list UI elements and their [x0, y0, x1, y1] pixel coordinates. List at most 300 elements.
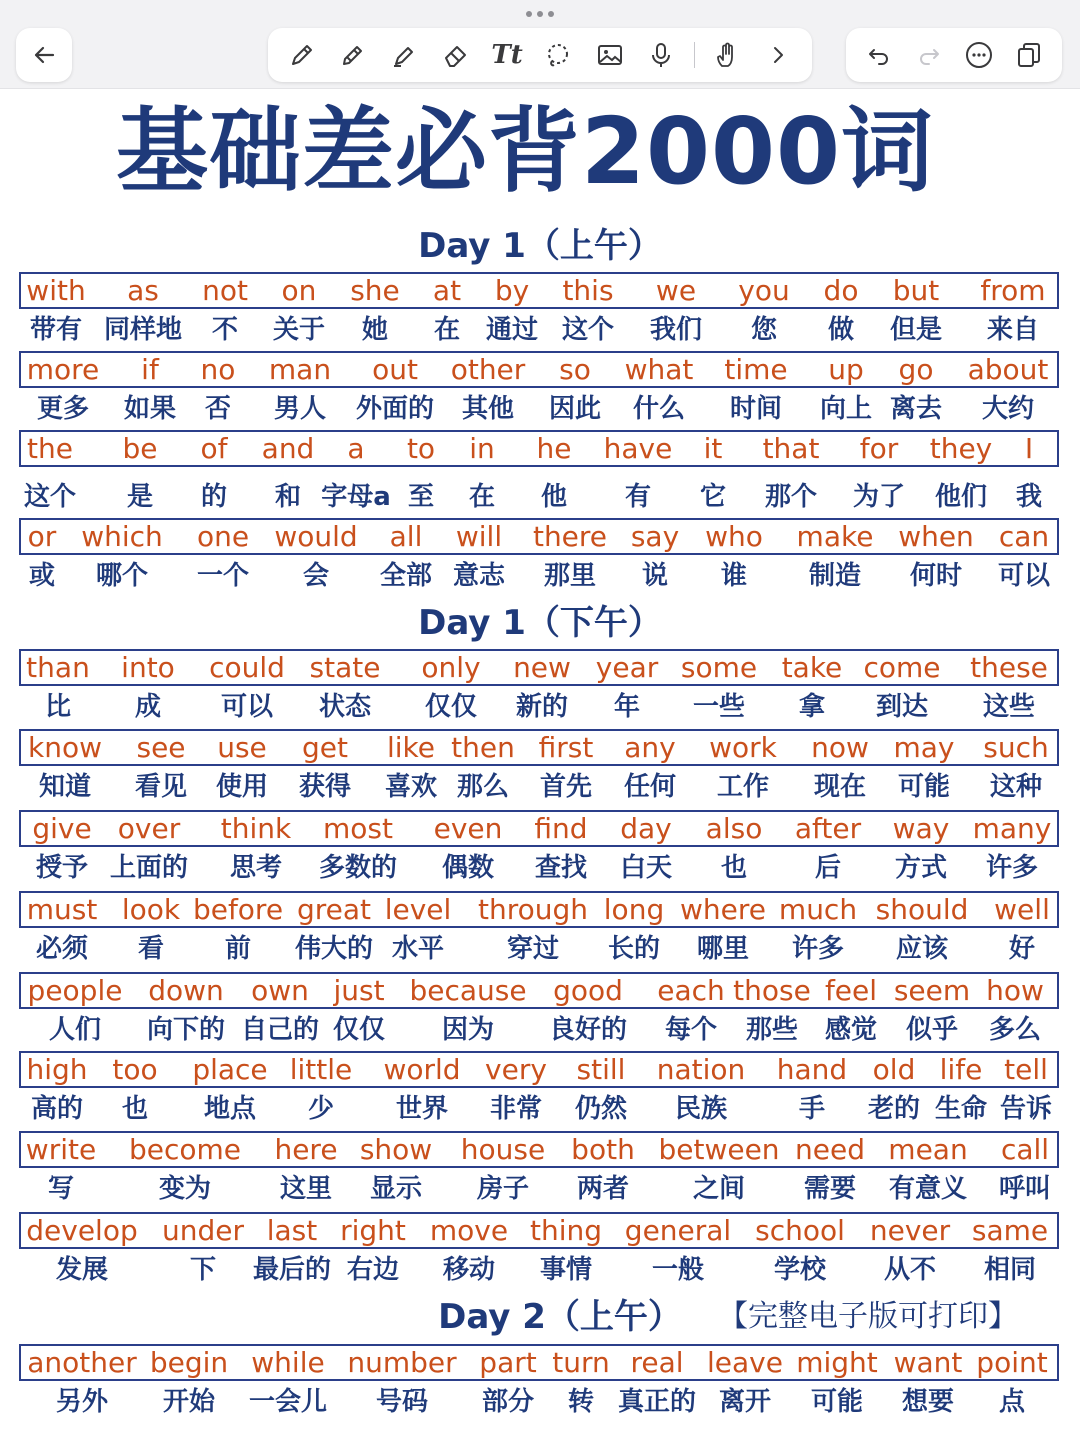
english-word: make [796, 520, 874, 553]
chinese-translation: 那里 [543, 561, 597, 591]
chinese-translation: 我 [1015, 482, 1043, 512]
text-tool-icon[interactable]: Tt [491, 40, 523, 70]
english-word: year [595, 651, 659, 684]
english-word: place [192, 1053, 268, 1086]
english-word: do [823, 274, 859, 307]
chinese-translation: 也 [720, 853, 748, 883]
chinese-translation: 水平 [391, 934, 445, 964]
english-word: any [624, 731, 676, 764]
heading-day1-am: Day 1（上午） [418, 226, 662, 266]
english-word: down [148, 974, 224, 1007]
english-word: a [347, 432, 365, 465]
chinese-translation: 应该 [895, 934, 949, 964]
english-row [0, 351, 1080, 389]
chinese-translation: 状态 [318, 692, 372, 722]
chinese-translation: 哪个 [95, 561, 149, 591]
heading-day2-am: Day 2（上午） [438, 1297, 682, 1337]
english-word: begin [149, 1346, 229, 1379]
english-word: come [863, 651, 941, 684]
drag-handle[interactable] [526, 11, 554, 19]
pen-icon[interactable] [283, 36, 321, 74]
english-word: more [26, 353, 100, 386]
english-word: because [409, 974, 527, 1007]
english-word: he [536, 432, 572, 465]
chinese-translation: 那些 [745, 1015, 799, 1045]
english-word: time [724, 353, 788, 386]
chinese-translation: 写 [47, 1174, 75, 1204]
chinese-translation: 这个 [561, 315, 615, 345]
english-word: should [875, 893, 969, 926]
chinese-translation: 需要 [803, 1174, 857, 1204]
chinese-translation: 我们 [649, 315, 703, 345]
english-word: high [26, 1053, 88, 1086]
chinese-translation: 带有 [29, 315, 83, 345]
chinese-translation: 在 [433, 315, 461, 345]
chinese-translation: 开始 [162, 1387, 216, 1417]
english-word: tell [1004, 1053, 1048, 1086]
chinese-translation: 想要 [901, 1387, 955, 1417]
chinese-translation: 仅仅 [332, 1015, 386, 1045]
english-word: can [998, 520, 1050, 553]
chinese-row [0, 768, 1080, 806]
english-word: feel [824, 974, 878, 1007]
chinese-translation: 什么 [632, 394, 686, 424]
english-word: most [323, 812, 393, 845]
english-word: still [576, 1053, 626, 1086]
english-word: show [359, 1133, 433, 1166]
english-word: not [202, 274, 248, 307]
chinese-row [0, 1090, 1080, 1128]
arrow-left-icon [25, 36, 63, 74]
english-word: like [386, 731, 436, 764]
chinese-translation: 看见 [134, 772, 188, 802]
english-row [0, 518, 1080, 556]
english-word: think [220, 812, 292, 845]
chinese-translation: 字母a [321, 482, 391, 512]
chinese-translation: 显示 [369, 1174, 423, 1204]
english-word: other [450, 353, 526, 386]
chinese-row [0, 557, 1080, 595]
english-row [0, 649, 1080, 687]
chevron-right-icon[interactable] [759, 36, 797, 74]
english-word: from [980, 274, 1046, 307]
chinese-translation: 事情 [539, 1255, 593, 1285]
chinese-row [0, 311, 1080, 349]
english-word: write [25, 1133, 97, 1166]
english-word: little [289, 1053, 353, 1086]
english-word: be [122, 432, 158, 465]
english-word: very [485, 1053, 547, 1086]
chinese-translation: 同样地 [103, 315, 183, 345]
english-word: so [559, 353, 591, 386]
chinese-translation: 制造 [808, 561, 862, 591]
chinese-translation: 良好的 [548, 1015, 628, 1045]
english-word: point [976, 1346, 1048, 1379]
chinese-translation: 上面的 [109, 853, 189, 883]
english-word: no [200, 353, 236, 386]
chinese-translation: 长的 [607, 934, 661, 964]
english-word: this [562, 274, 614, 307]
english-word: of [200, 432, 228, 465]
chinese-translation: 也 [121, 1094, 149, 1124]
chinese-translation: 这个 [23, 482, 77, 512]
microphone-icon[interactable] [642, 36, 680, 74]
chinese-translation: 似乎 [905, 1015, 959, 1045]
english-word: new [513, 651, 571, 684]
chinese-translation: 授予 [35, 853, 89, 883]
chinese-translation: 部分 [481, 1387, 535, 1417]
chinese-translation: 方式 [894, 853, 948, 883]
english-word: here [274, 1133, 338, 1166]
chinese-translation: 看 [137, 934, 165, 964]
chinese-translation: 仅仅 [424, 692, 478, 722]
chinese-translation: 移动 [442, 1255, 496, 1285]
chinese-translation: 地点 [203, 1094, 257, 1124]
english-word: leave [707, 1346, 783, 1379]
english-word: then [451, 731, 515, 764]
page-title: 基础差必背2000词 [115, 98, 935, 205]
english-row [0, 891, 1080, 929]
chinese-translation: 一会儿 [248, 1387, 328, 1417]
pencil-icon[interactable] [334, 36, 372, 74]
english-word: those [733, 974, 811, 1007]
english-word: move [429, 1214, 509, 1247]
english-word: turn [552, 1346, 610, 1379]
english-word: also [705, 812, 763, 845]
english-word: hand [776, 1053, 848, 1086]
chinese-row [0, 1011, 1080, 1049]
english-row [0, 729, 1080, 767]
chinese-translation: 何时 [909, 561, 963, 591]
chinese-translation: 她 [361, 315, 389, 345]
chinese-translation: 白天 [619, 853, 673, 883]
english-word: good [553, 974, 623, 1007]
chinese-translation: 为了 [852, 482, 906, 512]
chinese-translation: 谁 [720, 561, 748, 591]
english-word: into [121, 651, 175, 684]
english-word: want [893, 1346, 963, 1379]
back-button[interactable] [16, 28, 72, 82]
english-word: see [136, 731, 186, 764]
chinese-translation: 来自 [986, 315, 1040, 345]
chinese-translation: 仍然 [574, 1094, 628, 1124]
chinese-translation: 成 [134, 692, 162, 722]
chinese-translation: 民族 [674, 1094, 728, 1124]
chinese-translation: 可以 [997, 561, 1051, 591]
english-word: number [347, 1346, 457, 1379]
chinese-row [0, 1170, 1080, 1208]
english-word: give [32, 812, 92, 845]
chinese-translation: 和 [274, 482, 302, 512]
english-word: if [141, 353, 159, 386]
english-word: great [296, 893, 372, 926]
english-word: only [421, 651, 481, 684]
chinese-translation: 更多 [36, 394, 90, 424]
chinese-translation: 一般 [651, 1255, 705, 1285]
chinese-translation: 他 [540, 482, 568, 512]
english-row [0, 972, 1080, 1010]
english-word: than [26, 651, 90, 684]
chinese-translation: 变为 [158, 1174, 212, 1204]
english-word: even [433, 812, 503, 845]
english-word: first [538, 731, 594, 764]
english-word: much [778, 893, 858, 926]
english-word: might [796, 1346, 878, 1379]
chinese-translation: 必须 [35, 934, 89, 964]
english-word: over [117, 812, 181, 845]
chinese-translation: 首先 [539, 772, 593, 802]
english-word: world [383, 1053, 461, 1086]
chinese-translation: 多数的 [318, 853, 398, 883]
english-word: find [534, 812, 588, 845]
chinese-translation: 世界 [395, 1094, 449, 1124]
chinese-translation: 感觉 [824, 1015, 878, 1045]
english-word: way [892, 812, 950, 845]
chinese-translation: 有 [624, 482, 652, 512]
chinese-translation: 或 [28, 561, 56, 591]
chinese-translation: 意志 [452, 561, 506, 591]
english-word: own [251, 974, 309, 1007]
chinese-translation: 男人 [273, 394, 327, 424]
chinese-translation: 说 [641, 561, 669, 591]
chinese-translation: 学校 [773, 1255, 827, 1285]
english-word: each [657, 974, 725, 1007]
english-word: she [350, 274, 400, 307]
chinese-translation: 这些 [982, 692, 1036, 722]
english-word: there [532, 520, 608, 553]
chinese-translation: 思考 [229, 853, 283, 883]
english-word: after [794, 812, 862, 845]
english-word: many [972, 812, 1052, 845]
english-word: life [939, 1053, 983, 1086]
english-word: one [196, 520, 250, 553]
chinese-translation: 如果 [123, 394, 177, 424]
english-word: too [112, 1053, 158, 1086]
english-row [0, 1344, 1080, 1382]
chinese-translation: 获得 [298, 772, 352, 802]
chinese-row [0, 688, 1080, 726]
english-row [0, 810, 1080, 848]
english-word: about [967, 353, 1049, 386]
chinese-translation: 关于 [272, 315, 326, 345]
english-word: through [477, 893, 589, 926]
english-word: school [755, 1214, 845, 1247]
chinese-translation: 哪里 [696, 934, 750, 964]
hand-gesture-icon[interactable] [708, 36, 746, 74]
lasso-icon[interactable] [539, 36, 577, 74]
chinese-translation: 喜欢 [384, 772, 438, 802]
english-word: old [872, 1053, 916, 1086]
english-word: up [828, 353, 864, 386]
chinese-translation: 拿 [798, 692, 826, 722]
document-actions [846, 28, 1062, 82]
english-word: look [121, 893, 181, 926]
english-word: state [309, 651, 381, 684]
english-word: people [27, 974, 123, 1007]
english-word: I [1024, 432, 1034, 465]
chinese-translation: 时间 [729, 394, 783, 424]
english-word: say [630, 520, 680, 553]
chinese-row [0, 1383, 1080, 1421]
english-word: you [738, 274, 790, 307]
chinese-translation: 一些 [692, 692, 746, 722]
chinese-translation: 多么 [988, 1015, 1042, 1045]
english-word: when [898, 520, 974, 553]
english-row [0, 1212, 1080, 1250]
chinese-translation: 房子 [476, 1174, 530, 1204]
chinese-translation: 会 [302, 561, 330, 591]
chinese-translation: 许多 [791, 934, 845, 964]
chinese-translation: 到达 [875, 692, 929, 722]
chinese-translation: 外面的 [355, 394, 435, 424]
chinese-translation: 因此 [548, 394, 602, 424]
english-word: use [217, 731, 267, 764]
chinese-translation: 生命 [934, 1094, 988, 1124]
english-word: part [479, 1346, 537, 1379]
chinese-translation: 许多 [985, 853, 1039, 883]
english-word: get [302, 731, 348, 764]
chinese-row [0, 390, 1080, 428]
english-word: day [620, 812, 672, 845]
chinese-translation: 大约 [981, 394, 1035, 424]
chinese-translation: 右边 [346, 1255, 400, 1285]
chinese-translation: 离开 [718, 1387, 772, 1417]
chinese-row [0, 849, 1080, 887]
redo-icon[interactable] [910, 36, 948, 74]
undo-icon[interactable] [860, 36, 898, 74]
chinese-translation: 您 [750, 315, 778, 345]
printable-note: 【完整电子版可打印】 [718, 1299, 1018, 1334]
english-word: between [658, 1133, 780, 1166]
image-icon[interactable] [591, 36, 629, 74]
highlighter-icon[interactable] [385, 36, 423, 74]
english-word: now [811, 731, 869, 764]
english-word: need [795, 1133, 865, 1166]
chinese-translation: 有意义 [888, 1174, 968, 1204]
english-word: what [624, 353, 694, 386]
chinese-translation: 人们 [48, 1015, 102, 1045]
chinese-translation: 之间 [692, 1174, 746, 1204]
english-word: must [26, 893, 98, 926]
chinese-translation: 做 [827, 315, 855, 345]
chinese-translation: 偶数 [441, 853, 495, 883]
chinese-translation: 比 [44, 692, 72, 722]
chinese-translation: 新的 [515, 692, 569, 722]
english-word: seem [893, 974, 971, 1007]
english-word: last [266, 1214, 318, 1247]
chinese-translation: 少 [307, 1094, 335, 1124]
english-word: at [432, 274, 462, 307]
english-word: we [655, 274, 697, 307]
english-word: out [372, 353, 418, 386]
chinese-translation: 那个 [764, 482, 818, 512]
chinese-translation: 这种 [989, 772, 1043, 802]
english-word: same [971, 1214, 1049, 1247]
heading-day1-pm: Day 1（下午） [418, 603, 662, 643]
english-word: nation [656, 1053, 746, 1086]
english-word: as [127, 274, 159, 307]
english-word: real [630, 1346, 684, 1379]
chinese-translation: 前 [224, 934, 252, 964]
top-toolbar [0, 0, 1080, 89]
chinese-translation: 其他 [461, 394, 515, 424]
english-word: but [892, 274, 940, 307]
english-word: for [859, 432, 899, 465]
chinese-translation: 老的 [867, 1094, 921, 1124]
chinese-translation: 这里 [279, 1174, 333, 1204]
english-word: call [1000, 1133, 1050, 1166]
chinese-translation: 可以 [220, 692, 274, 722]
english-word: where [680, 893, 766, 926]
english-word: go [898, 353, 934, 386]
chinese-translation: 的 [200, 482, 228, 512]
chinese-translation: 真正的 [617, 1387, 697, 1417]
english-word: would [274, 520, 358, 553]
chinese-translation: 两者 [576, 1174, 630, 1204]
chinese-translation: 离去 [889, 394, 943, 424]
english-word: under [161, 1214, 245, 1247]
chinese-row [0, 478, 1080, 516]
chinese-translation: 查找 [534, 853, 588, 883]
chinese-translation: 任何 [623, 772, 677, 802]
english-word: become [128, 1133, 242, 1166]
pages-icon[interactable] [1010, 36, 1048, 74]
english-word: that [762, 432, 820, 465]
english-row [0, 430, 1080, 468]
drawing-tools [268, 28, 812, 82]
english-word: right [340, 1214, 406, 1247]
chinese-translation: 最后的 [252, 1255, 332, 1285]
english-word: will [455, 520, 503, 553]
english-word: long [603, 893, 665, 926]
english-row [0, 1131, 1080, 1169]
chinese-translation: 手 [798, 1094, 826, 1124]
english-word: mean [888, 1133, 968, 1166]
chinese-translation: 可能 [897, 772, 951, 802]
english-word: who [705, 520, 763, 553]
english-word: the [27, 432, 73, 465]
english-word: to [406, 432, 436, 465]
chinese-translation: 好 [1008, 934, 1036, 964]
chinese-translation: 自己的 [240, 1015, 320, 1045]
english-word: and [261, 432, 315, 465]
english-word: have [603, 432, 673, 465]
chinese-translation: 它 [699, 482, 727, 512]
chinese-translation: 相同 [983, 1255, 1037, 1285]
chinese-translation: 另外 [55, 1387, 109, 1417]
english-word: man [268, 353, 332, 386]
english-word: know [28, 731, 102, 764]
chinese-translation: 号码 [375, 1387, 429, 1417]
chinese-translation: 但是 [889, 315, 943, 345]
chinese-translation: 转 [567, 1387, 595, 1417]
chinese-translation: 使用 [215, 772, 269, 802]
chinese-translation: 否 [204, 394, 232, 424]
more-icon[interactable] [960, 36, 998, 74]
english-word: thing [529, 1214, 603, 1247]
english-word: such [983, 731, 1049, 764]
english-word: work [709, 731, 777, 764]
english-word: before [192, 893, 284, 926]
chinese-translation: 告诉 [999, 1094, 1053, 1124]
english-word: which [81, 520, 163, 553]
english-row [0, 1051, 1080, 1089]
chinese-translation: 每个 [664, 1015, 718, 1045]
chinese-translation: 非常 [489, 1094, 543, 1124]
eraser-icon[interactable] [437, 36, 475, 74]
toolbar-divider [694, 42, 695, 68]
english-word: with [26, 274, 86, 307]
